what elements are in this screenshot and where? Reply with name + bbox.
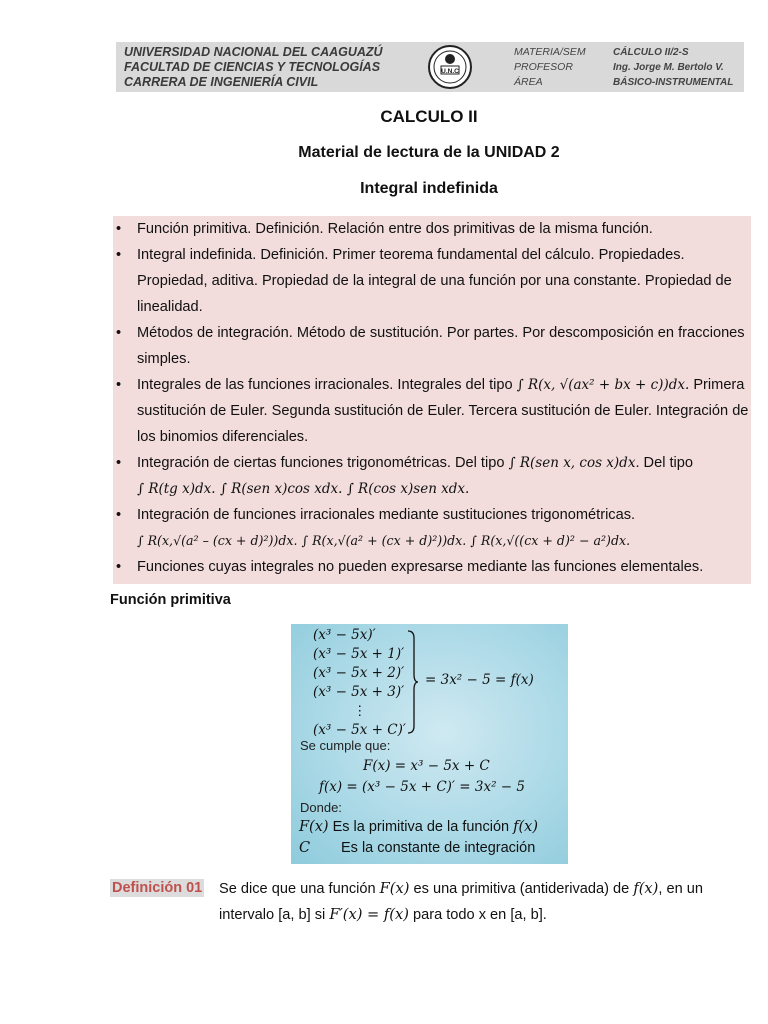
topic-title: Integral indefinida <box>360 180 498 197</box>
topic-item: • Integral indefinida. Definición. Primer teorema fundamental del cálculo. Propiedades. Propiedad, aditiva. Propiedad de la integral de una función por una constante. Propiedad de linealidad. <box>113 242 751 320</box>
derivative-line: (x³ − 5x + 3)′ <box>313 684 405 700</box>
derivative-equation: f(x) = (x³ − 5x + C)′ = 3x² − 5 <box>319 779 525 795</box>
definition-label: Definición 01 <box>112 880 203 896</box>
derivative-line: (x³ − 5x + 1)′ <box>313 646 405 662</box>
topic-item: • Métodos de integración. Método de sustitución. Por partes. Por descomposición en fracciones simples. <box>113 320 751 372</box>
topic-item: • Funciones cuyas integrales no pueden expresarse mediante las funciones elementales. <box>113 554 751 580</box>
formula-trig-1: ∫ R(sen x, cos x)dx <box>508 455 636 471</box>
donde-label: Donde: <box>300 800 342 815</box>
career-name: CARRERA DE INGENIERÍA CIVIL <box>124 75 319 89</box>
document-header <box>116 42 744 92</box>
definition-text: Se dice que una función F(x) es una primitiva (antiderivada) de f(x), en un intervalo [a, b] si F′(x) = f(x) para todo x en [a, b]. <box>219 880 703 923</box>
derivative-list <box>313 626 406 740</box>
topic-item: • Función primitiva. Definición. Relación entre dos primitivas de la misma función. <box>113 216 751 242</box>
legend-constant: C Es la constante de integración <box>299 840 536 856</box>
formula-trig-sub: ∫ R(x,√(a² – (cx + d)²))dx. ∫ R(x,√(a² + (cx + d)²))dx. ∫ R(x,√((cx + d)² − a²)dx. <box>137 533 631 548</box>
meta-key-subject: MATERIA/SEM <box>514 46 586 58</box>
primitive-figure <box>291 624 568 864</box>
meta-value-area: BÁSICO-INSTRUMENTAL <box>613 77 734 88</box>
derivative-line: (x³ − 5x + C)′ <box>313 722 406 738</box>
topics-list <box>113 216 751 580</box>
meta-key-area: ÁREA <box>514 76 543 88</box>
legend-primitive: F(x) Es la primitiva de la función f(x) <box>299 819 538 835</box>
right-brace-icon <box>407 630 419 734</box>
university-logo <box>427 44 473 90</box>
section-title: Función primitiva <box>110 592 231 608</box>
topics-box <box>113 216 751 584</box>
meta-value-subject: CÁLCULO II/2-S <box>613 47 689 58</box>
primitive-equation: F(x) = x³ − 5x + C <box>363 758 490 774</box>
formula-euler: ∫ R(x, √(ax² + bx + c))dx. <box>516 377 690 393</box>
derivative-line: (x³ − 5x)′ <box>313 627 376 643</box>
course-title: CALCULO II <box>380 107 478 126</box>
university-name: UNIVERSIDAD NACIONAL DEL CAAGUAZÚ <box>124 45 383 59</box>
material-title: Material de lectura de la UNIDAD 2 <box>298 144 560 161</box>
formula-trig-2: ∫ R(tg x)dx. ∫ R(sen x)cos xdx. ∫ R(cos x)sen xdx. <box>137 481 470 497</box>
institution-block <box>124 45 424 90</box>
logo-text: U.N.C <box>441 68 459 75</box>
topic-item: • Integración de funciones irracionales mediante sustituciones trigonométricas. ∫ R(x,√(a² – (cx + d)²))dx. ∫ R(x,√(a² + (cx + d)²))dx. ∫ R(x,√((cx + d)² − a²)dx. <box>113 502 751 554</box>
meta-value-professor: Ing. Jorge M. Bertolo V. <box>613 62 724 73</box>
derivative-line: (x³ − 5x + 2)′ <box>313 665 405 681</box>
topic-item: • Integrales de las funciones irracionales. Integrales del tipo ∫ R(x, √(ax² + bx + c))dx. Primera sustitución de Euler. Segunda sustitución de Euler. Tercera sustitución de Euler. Integración de los binomios diferenciales. <box>113 372 751 450</box>
meta-key-professor: PROFESOR <box>514 61 573 73</box>
faculty-name: FACULTAD DE CIENCIAS Y TECNOLOGÍAS <box>124 60 381 74</box>
meta-keys <box>514 45 610 90</box>
derivative-result: = 3x² − 5 = f(x) <box>425 672 534 688</box>
meta-values <box>613 45 743 90</box>
cumple-label: Se cumple que: <box>300 738 391 753</box>
vertical-ellipsis: ⋮ <box>353 703 367 719</box>
topic-item: • Integración de ciertas funciones trigonométricas. Del tipo ∫ R(sen x, cos x)dx. Del tipo ∫ R(tg x)dx. ∫ R(sen x)cos xdx. ∫ R(cos x)sen xdx. <box>113 450 751 502</box>
